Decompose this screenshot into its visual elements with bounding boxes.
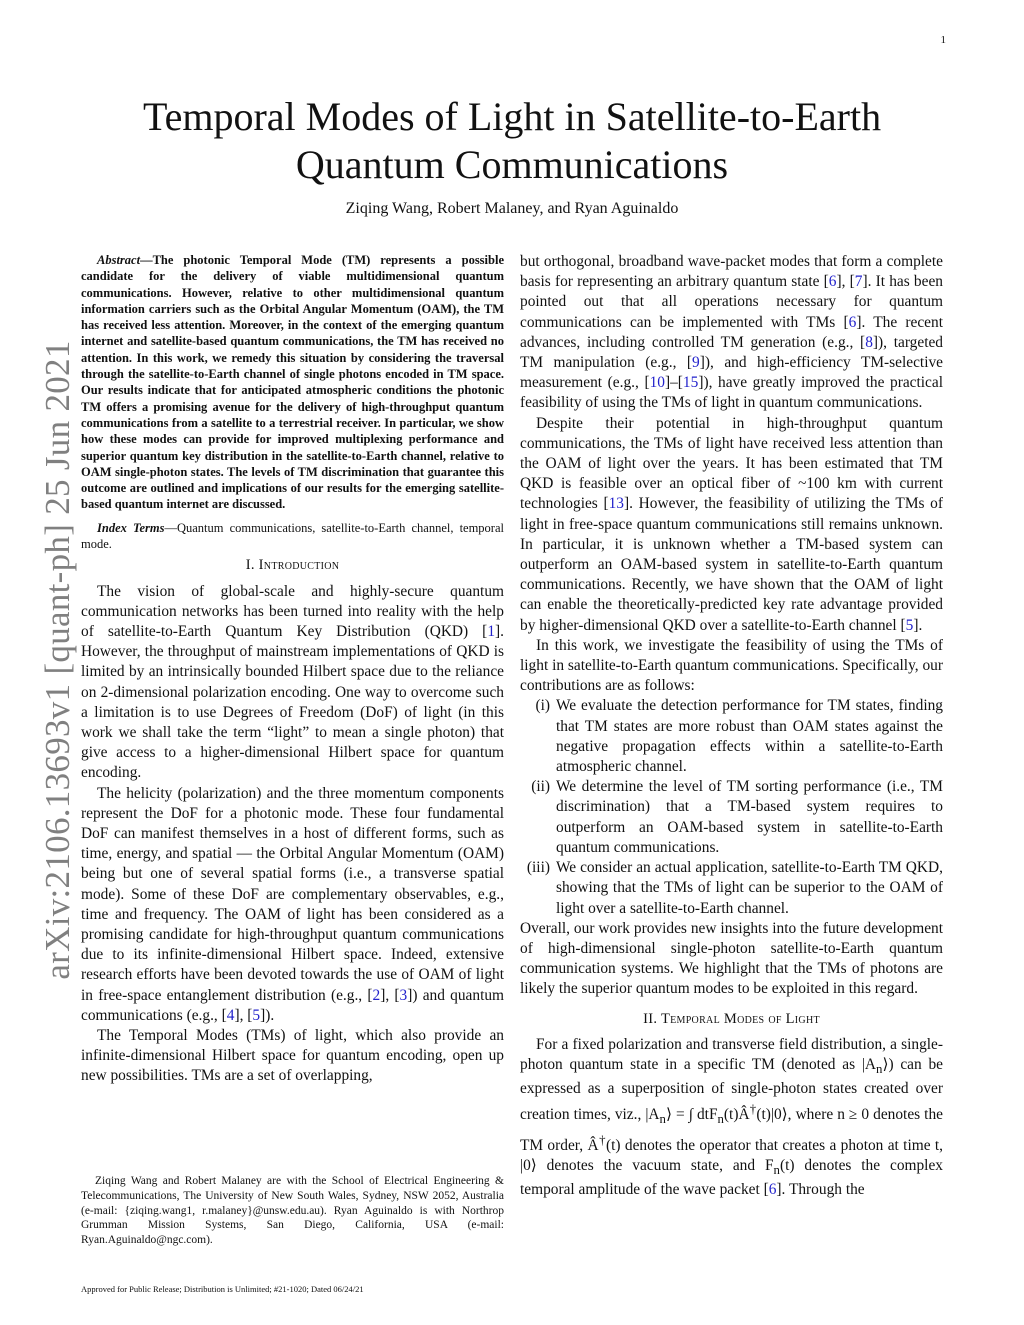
citation-link[interactable]: 4	[226, 1006, 235, 1024]
section2-paragraph-1: For a fixed polarization and transverse field distribution, a single-photon quantum state in a specific TM (denoted as $|A_n⟩$) can be expressed as a superposition of single-photon states created over creation times, viz., $|A_n⟩$ = ∫ dtF$_n$(t)Â†(t)|0⟩, where n ≥ 0 denotes the TM order, Â†(t) denotes the operator that creates a photon at time t, |0⟩ denotes the vacuum state, and $F_n(t)$ denotes the complex temporal amplitude of the wave packet [6]. Through the	[520, 1035, 943, 1199]
contribution-item	[520, 696, 943, 777]
title-line-2: Quantum Communications	[295, 142, 729, 187]
contribution-label: (ii)	[531, 778, 550, 796]
right-paragraph-1: but orthogonal, broadband wave-packet modes that form a complete basis for representing an arbitrary quantum state [6], [7]. It has been pointed out that all operations necessary for quantum communications can be implemented with TMs [6]. The recent advances, including controlled TM generation (e.g., [8]), targeted TM manipulation (e.g., [9]), and high-efficiency TM-selective measurement (e.g., [10]–[15]), have greatly improved the practical feasibility of using the TMs of light in quantum communications.	[520, 253, 943, 412]
index-terms-text: —Quantum communications, satellite-to-Earth channel, temporal mode.	[81, 520, 504, 552]
paper-title	[80, 93, 944, 189]
citation-link[interactable]: 6	[848, 313, 857, 331]
footnote-text: Ziqing Wang and Robert Malaney are with the School of Electrical Engineering & Telecommunications, The University of New South Wales, Sydney, NSW 2052, Australia (e-mail: {ziqing.wang1, r.malaney}@unsw.edu.au). Ryan Aguinaldo is with Northrop Grumman Mission Systems, San Diego, California, USA (e-mail: Ryan.Aguinaldo@ngc.com).	[81, 1175, 504, 1247]
section-heading-introduction: I. Introduction	[245, 557, 340, 574]
intro-paragraph-3: The Temporal Modes (TMs) of light, which also provide an infinite-dimensional Hilbert space for quantum encoding, open up new possibilities. TMs are a set of overlapping,	[81, 1027, 504, 1085]
abstract-label: Abstract	[97, 253, 141, 267]
citation-link[interactable]: 2	[372, 986, 381, 1004]
right-paragraph-4: Overall, our work provides new insights into the future development of high-dimensional single-photon satellite-to-Earth quantum communication systems. We highlight that the TMs of photons are likely the superior quantum modes to be exploited in this regard.	[520, 919, 943, 998]
contribution-label: (i)	[535, 697, 550, 715]
abstract-text: —The photonic Temporal Mode (TM) represents a possible candidate for the delivery of viable multidimensional quantum communications. However, relative to other multidimensional quantum information carriers such as the Orbital Angular Momentum (OAM), the TM has received less attention. Moreover, in the context of the emerging quantum internet and satellite-based quantum communications, the TM has received no attention. In this work, we remedy this situation by considering the traversal through the satellite-to-Earth channel of single photons encoded in TM space. Our results indicate that for anticipated atmospheric conditions the photonic TM offers a promising avenue for the delivery of high-throughput quantum communications from a satellite to a terrestrial receiver. In particular, we show how these modes can provide for improved multiplexing performance and superior quantum key distribution in the satellite-to-Earth channel, relative to OAM single-photon states. The levels of TM discrimination that guarantee this outcome are outlined and implications of our results for the emerging satellite-based quantum internet are discussed.	[81, 253, 504, 512]
contribution-item	[520, 777, 943, 858]
contribution-text: We determine the level of TM sorting performance (i.e., TM discrimination) that a TM-based system requires to outperform an OAM-based system in satellite-to-Earth quantum communications.	[556, 778, 943, 856]
citation-link[interactable]: 5	[905, 616, 914, 634]
right-column	[520, 252, 943, 1201]
citation-link[interactable]: 6	[768, 1181, 777, 1199]
citation-link[interactable]: 6	[828, 273, 837, 291]
author-affiliation-footnote	[81, 1174, 504, 1248]
right-paragraph-3: In this work, we investigate the feasibility of using the TMs of light in satellite-to-Earth quantum communications. Specifically, our contributions are as follows:	[520, 636, 943, 695]
title-line-1: Temporal Modes of Light in Satellite-to-Earth	[142, 94, 882, 139]
index-terms-label: Index Terms	[97, 520, 165, 535]
citation-link[interactable]: 8	[865, 333, 873, 351]
citation-link[interactable]: 7	[854, 273, 863, 291]
abstract	[81, 252, 504, 513]
left-column	[81, 252, 504, 1087]
citation-link[interactable]: 1	[487, 622, 496, 640]
contribution-label: (iii)	[526, 859, 550, 877]
contribution-text: We consider an actual application, satellite-to-Earth TM QKD, showing that the TMs of light can be superior to the OAM of light over a satellite-to-Earth channel.	[556, 859, 943, 917]
citation-link[interactable]: 10	[649, 374, 665, 392]
intro-paragraph-2: The helicity (polarization) and the three momentum components represent the DoF for a photonic mode. These four fundamental DoF can manifest themselves in a host of different forms, such as time, energy, and spatial — the Orbital Angular Momentum (OAM) being but one of several spatial forms (i.e., a transverse spatial mode). Some of these DoF are complementary observables, e.g., time and frequency. The OAM of light has been considered as a promising candidate for high-throughput quantum communications due to its infinite-dimensional Hilbert space. Indeed, extensive research efforts have been devoted towards the use of OAM of light in free-space entanglement distribution (e.g., [2], [3]) and quantum communications (e.g., [4], [5]).	[81, 784, 505, 1024]
intro-paragraph-1: The vision of global-scale and highly-secure quantum communication networks has been turned into reality with the help of satellite-to-Earth Quantum Key Distribution (QKD) [1]. However, the throughput of mainstream implementations of QKD is limited by an intrinsically bounded Hilbert space due to the reliance on 2-dimensional polarization encoding. One way to overcome such a limitation is to use Degrees of Freedom (DoF) of light (in this work we shall take the term “light” to mean a single photon) that give access to a higher-dimensional Hilbert space for quantum encoding.	[81, 582, 504, 782]
citation-link[interactable]: 9	[692, 354, 700, 372]
contributions-list	[520, 696, 943, 918]
author-list: Ziqing Wang, Robert Malaney, and Ryan Aguinaldo	[345, 200, 679, 217]
section-heading-temporal-modes: II. Temporal Modes of Light	[643, 1010, 820, 1027]
release-note: Approved for Public Release; Distribution is Unlimited; #21-1020; Dated 06/24/21	[81, 1284, 364, 1294]
citation-link[interactable]: 13	[608, 495, 624, 513]
citation-link[interactable]: 3	[399, 986, 408, 1004]
citation-link[interactable]: 15	[682, 374, 699, 392]
arxiv-identifier-stamp: arXiv:2106.13693v1 [quant-ph] 25 Jun 2021	[38, 340, 77, 980]
contribution-item	[520, 858, 943, 919]
citation-link[interactable]: 5	[252, 1006, 261, 1024]
contribution-text: We evaluate the detection performance for TM states, finding that TM states are more robust than OAM states against the negative propagation effects within a satellite-to-Earth atmospheric channel.	[556, 697, 943, 776]
page-number: 1	[940, 34, 946, 46]
index-terms	[81, 520, 504, 553]
right-paragraph-2: Despite their potential in high-throughput quantum communications, the TMs of light have received less attention than the OAM of light over the years. It has been estimated that TM QKD is feasible over an optical fiber of ~100 km with current technologies [13]. However, the feasibility of utilizing the TMs of light in free-space quantum communications still remains unknown. In particular, it is unknown whether a TM-based system can outperform an OAM-based system in satellite-to-Earth quantum communications. Recently, we have shown that the OAM of light can enable the theoretically-predicted key rate advantage provided by higher-dimensional QKD over a satellite-to-Earth channel [5].	[520, 414, 944, 634]
